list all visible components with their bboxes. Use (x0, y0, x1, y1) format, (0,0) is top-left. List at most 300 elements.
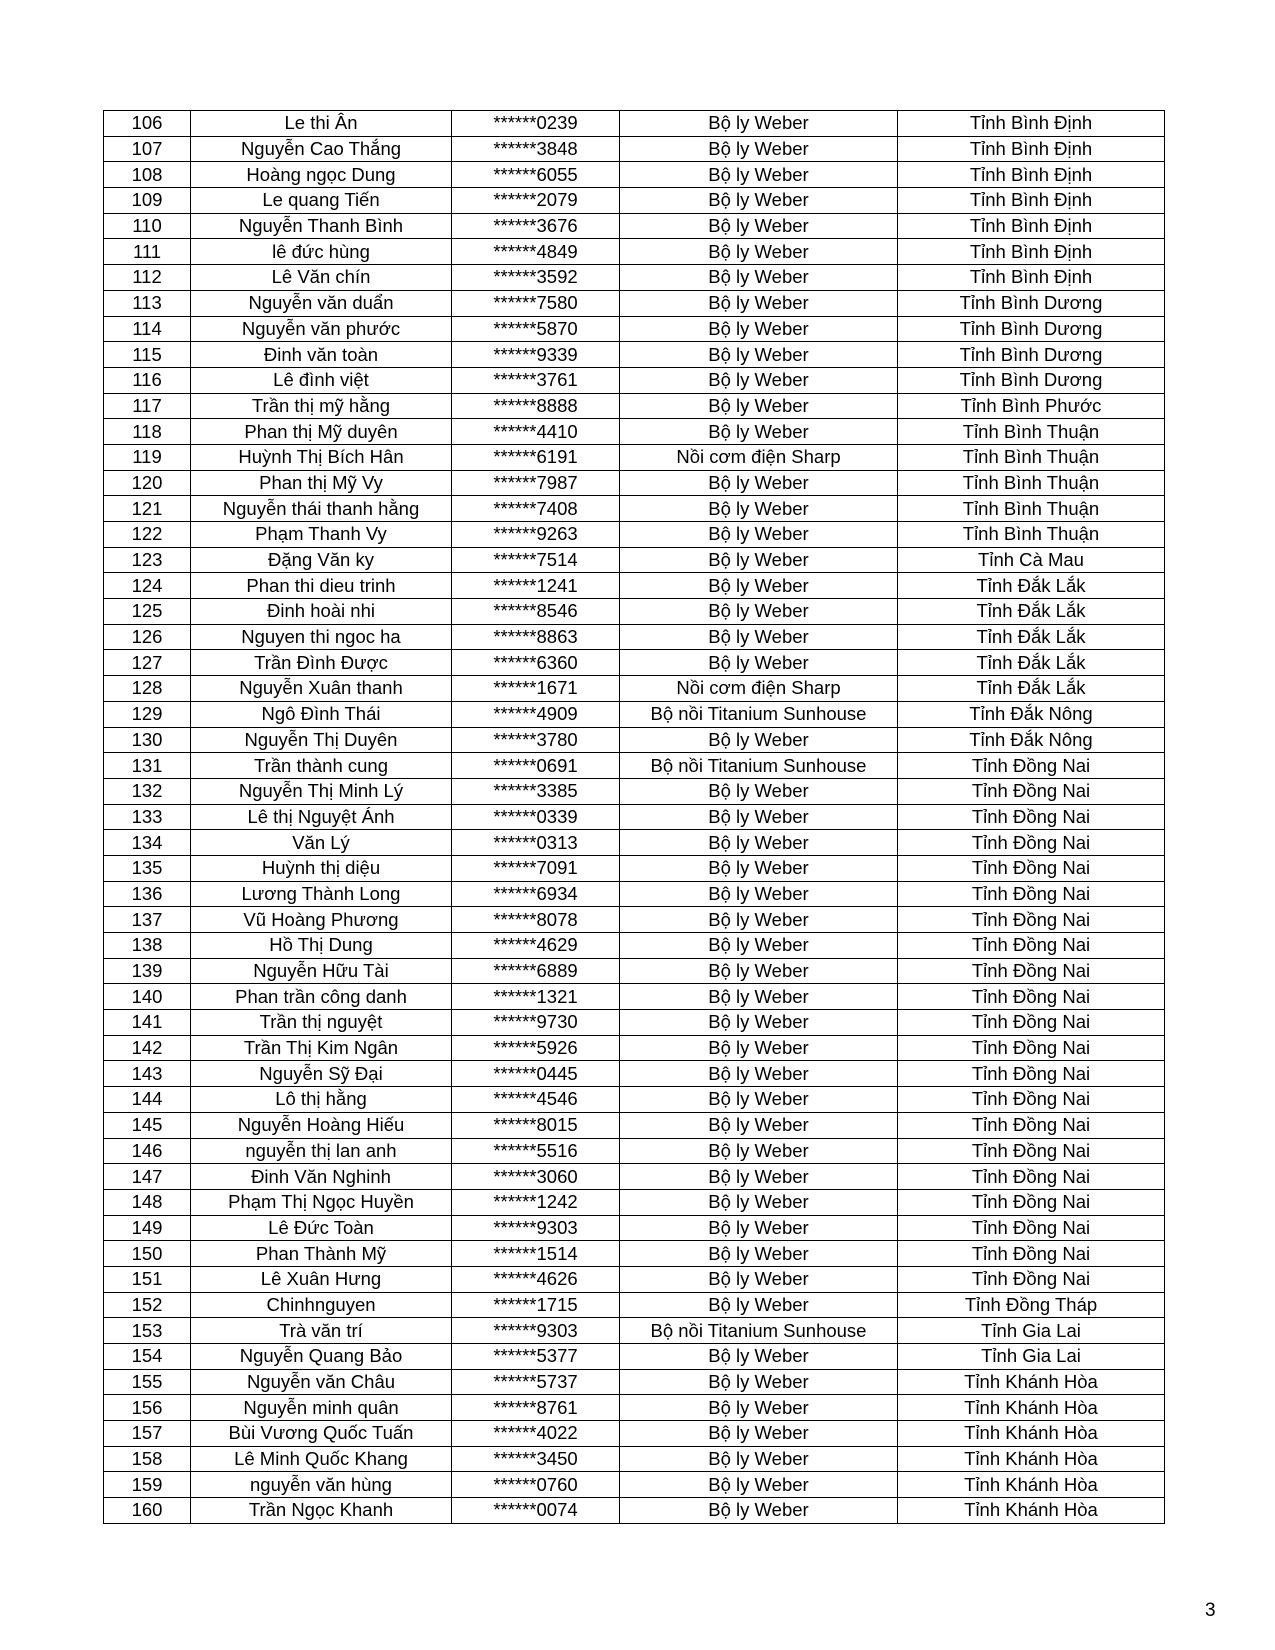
province-cell: Tỉnh Bình Dương (898, 367, 1165, 393)
phone-cell: ******3592 (452, 265, 620, 291)
name-cell: Đinh hoài nhi (191, 599, 452, 625)
row-number-cell: 145 (104, 1112, 191, 1138)
prize-cell: Nồi cơm điện Sharp (620, 444, 898, 470)
name-cell: Phạm Thị Ngọc Huyền (191, 1189, 452, 1215)
name-cell: Nguyễn văn phước (191, 316, 452, 342)
province-cell: Tỉnh Đắk Lắk (898, 650, 1165, 676)
phone-cell: ******0339 (452, 804, 620, 830)
table-row (104, 984, 1165, 1010)
name-cell: Lê thị Nguyệt Ánh (191, 804, 452, 830)
name-cell: Lê Đức Toàn (191, 1215, 452, 1241)
row-number-cell: 112 (104, 265, 191, 291)
province-cell: Tỉnh Đồng Nai (898, 1010, 1165, 1036)
province-cell: Tỉnh Đồng Nai (898, 1087, 1165, 1113)
table-row (104, 419, 1165, 445)
table-row (104, 1369, 1165, 1395)
prize-cell: Bộ ly Weber (620, 1395, 898, 1421)
prize-cell: Bộ ly Weber (620, 804, 898, 830)
row-number-cell: 155 (104, 1369, 191, 1395)
phone-cell: ******0313 (452, 830, 620, 856)
table-row (104, 804, 1165, 830)
prize-cell: Bộ nồi Titanium Sunhouse (620, 1318, 898, 1344)
phone-cell: ******3761 (452, 367, 620, 393)
province-cell: Tỉnh Bình Định (898, 111, 1165, 137)
phone-cell: ******7091 (452, 855, 620, 881)
prize-cell: Bộ ly Weber (620, 1344, 898, 1370)
row-number-cell: 118 (104, 419, 191, 445)
prize-cell: Bộ ly Weber (620, 727, 898, 753)
name-cell: Lô thị hằng (191, 1087, 452, 1113)
table-row (104, 1189, 1165, 1215)
row-number-cell: 153 (104, 1318, 191, 1344)
prize-cell: Bộ ly Weber (620, 1421, 898, 1447)
row-number-cell: 151 (104, 1266, 191, 1292)
name-cell: Phan thi dieu trinh (191, 573, 452, 599)
table-row (104, 1061, 1165, 1087)
table-row (104, 393, 1165, 419)
name-cell: Trần Ngọc Khanh (191, 1498, 452, 1524)
name-cell: Đặng Văn ky (191, 547, 452, 573)
table-row (104, 111, 1165, 137)
table-row (104, 624, 1165, 650)
province-cell: Tỉnh Đồng Nai (898, 804, 1165, 830)
prize-cell: Bộ ly Weber (620, 1241, 898, 1267)
prize-cell: Bộ ly Weber (620, 1112, 898, 1138)
phone-cell: ******5870 (452, 316, 620, 342)
name-cell: Trần Đình Được (191, 650, 452, 676)
phone-cell: ******5516 (452, 1138, 620, 1164)
phone-cell: ******9303 (452, 1318, 620, 1344)
row-number-cell: 128 (104, 676, 191, 702)
prize-cell: Bộ ly Weber (620, 213, 898, 239)
row-number-cell: 133 (104, 804, 191, 830)
row-number-cell: 147 (104, 1164, 191, 1190)
province-cell: Tỉnh Bình Thuận (898, 522, 1165, 548)
table-row (104, 1446, 1165, 1472)
name-cell: Lê Xuân Hưng (191, 1266, 452, 1292)
table-row (104, 1112, 1165, 1138)
table-row (104, 1344, 1165, 1370)
row-number-cell: 158 (104, 1446, 191, 1472)
row-number-cell: 131 (104, 753, 191, 779)
name-cell: Nguyễn Xuân thanh (191, 676, 452, 702)
page-number: 3 (1205, 1600, 1216, 1621)
phone-cell: ******0445 (452, 1061, 620, 1087)
table-row (104, 367, 1165, 393)
row-number-cell: 138 (104, 933, 191, 959)
phone-cell: ******8863 (452, 624, 620, 650)
table-row (104, 470, 1165, 496)
row-number-cell: 154 (104, 1344, 191, 1370)
province-cell: Tỉnh Bình Thuận (898, 470, 1165, 496)
province-cell: Tỉnh Đồng Nai (898, 778, 1165, 804)
prize-cell: Bộ ly Weber (620, 1292, 898, 1318)
name-cell: Phan thị Mỹ Vy (191, 470, 452, 496)
province-cell: Tỉnh Đồng Nai (898, 1215, 1165, 1241)
province-cell: Tỉnh Đồng Nai (898, 1189, 1165, 1215)
row-number-cell: 125 (104, 599, 191, 625)
table-row (104, 599, 1165, 625)
phone-cell: ******8078 (452, 907, 620, 933)
table-row (104, 778, 1165, 804)
province-cell: Tỉnh Đồng Nai (898, 958, 1165, 984)
prize-cell: Bộ ly Weber (620, 830, 898, 856)
province-cell: Tỉnh Khánh Hòa (898, 1421, 1165, 1447)
row-number-cell: 106 (104, 111, 191, 137)
name-cell: Lê đình việt (191, 367, 452, 393)
prize-cell: Bộ ly Weber (620, 1498, 898, 1524)
table-row (104, 573, 1165, 599)
prize-cell: Bộ ly Weber (620, 136, 898, 162)
table-row (104, 1395, 1165, 1421)
prize-cell: Bộ nồi Titanium Sunhouse (620, 701, 898, 727)
name-cell: Đinh Văn Nghinh (191, 1164, 452, 1190)
table-row (104, 753, 1165, 779)
phone-cell: ******1321 (452, 984, 620, 1010)
prize-cell: Bộ nồi Titanium Sunhouse (620, 753, 898, 779)
row-number-cell: 111 (104, 239, 191, 265)
province-cell: Tỉnh Khánh Hòa (898, 1446, 1165, 1472)
province-cell: Tỉnh Đồng Nai (898, 1035, 1165, 1061)
winner-table-body (104, 111, 1165, 1524)
row-number-cell: 150 (104, 1241, 191, 1267)
row-number-cell: 107 (104, 136, 191, 162)
name-cell: Nguyễn văn Châu (191, 1369, 452, 1395)
prize-cell: Bộ ly Weber (620, 855, 898, 881)
name-cell: Nguyễn thái thanh hằng (191, 496, 452, 522)
table-row (104, 188, 1165, 214)
table-row (104, 1318, 1165, 1344)
row-number-cell: 121 (104, 496, 191, 522)
row-number-cell: 140 (104, 984, 191, 1010)
phone-cell: ******7987 (452, 470, 620, 496)
name-cell: Phan trần công danh (191, 984, 452, 1010)
prize-cell: Bộ ly Weber (620, 316, 898, 342)
row-number-cell: 119 (104, 444, 191, 470)
name-cell: Nguyễn Thanh Bình (191, 213, 452, 239)
province-cell: Tỉnh Bình Dương (898, 342, 1165, 368)
prize-cell: Bộ ly Weber (620, 1010, 898, 1036)
name-cell: Huỳnh Thị Bích Hân (191, 444, 452, 470)
table-row (104, 650, 1165, 676)
prize-cell: Bộ ly Weber (620, 290, 898, 316)
row-number-cell: 149 (104, 1215, 191, 1241)
table-row (104, 1498, 1165, 1524)
province-cell: Tỉnh Đồng Nai (898, 984, 1165, 1010)
province-cell: Tỉnh Đồng Nai (898, 830, 1165, 856)
prize-cell: Bộ ly Weber (620, 111, 898, 137)
phone-cell: ******3848 (452, 136, 620, 162)
row-number-cell: 130 (104, 727, 191, 753)
table-row (104, 1164, 1165, 1190)
prize-cell: Bộ ly Weber (620, 624, 898, 650)
name-cell: Chinhnguyen (191, 1292, 452, 1318)
phone-cell: ******6889 (452, 958, 620, 984)
prize-cell: Bộ ly Weber (620, 1446, 898, 1472)
prize-cell: Bộ ly Weber (620, 547, 898, 573)
name-cell: Nguyễn Hữu Tài (191, 958, 452, 984)
row-number-cell: 144 (104, 1087, 191, 1113)
prize-cell: Bộ ly Weber (620, 496, 898, 522)
name-cell: Nguyễn Quang Bảo (191, 1344, 452, 1370)
phone-cell: ******4626 (452, 1266, 620, 1292)
row-number-cell: 109 (104, 188, 191, 214)
name-cell: Trần Thị Kim Ngân (191, 1035, 452, 1061)
row-number-cell: 122 (104, 522, 191, 548)
prize-cell: Bộ ly Weber (620, 1369, 898, 1395)
name-cell: nguyễn văn hùng (191, 1472, 452, 1498)
name-cell: Nguyễn Hoàng Hiếu (191, 1112, 452, 1138)
row-number-cell: 152 (104, 1292, 191, 1318)
phone-cell: ******5377 (452, 1344, 620, 1370)
province-cell: Tỉnh Đồng Nai (898, 753, 1165, 779)
province-cell: Tỉnh Đắk Lắk (898, 573, 1165, 599)
name-cell: Phan thị Mỹ duyên (191, 419, 452, 445)
row-number-cell: 108 (104, 162, 191, 188)
row-number-cell: 126 (104, 624, 191, 650)
prize-cell: Bộ ly Weber (620, 958, 898, 984)
prize-cell: Nồi cơm điện Sharp (620, 676, 898, 702)
phone-cell: ******7514 (452, 547, 620, 573)
phone-cell: ******0691 (452, 753, 620, 779)
province-cell: Tỉnh Đồng Nai (898, 1164, 1165, 1190)
row-number-cell: 120 (104, 470, 191, 496)
phone-cell: ******8761 (452, 1395, 620, 1421)
phone-cell: ******1514 (452, 1241, 620, 1267)
name-cell: Lương Thành Long (191, 881, 452, 907)
row-number-cell: 157 (104, 1421, 191, 1447)
row-number-cell: 156 (104, 1395, 191, 1421)
province-cell: Tỉnh Đồng Nai (898, 1112, 1165, 1138)
winner-table (103, 110, 1165, 1524)
row-number-cell: 117 (104, 393, 191, 419)
table-row (104, 1421, 1165, 1447)
row-number-cell: 136 (104, 881, 191, 907)
table-row (104, 1035, 1165, 1061)
province-cell: Tỉnh Khánh Hòa (898, 1498, 1165, 1524)
phone-cell: ******9263 (452, 522, 620, 548)
name-cell: Nguyễn Thị Duyên (191, 727, 452, 753)
table-row (104, 316, 1165, 342)
table-row (104, 547, 1165, 573)
phone-cell: ******4022 (452, 1421, 620, 1447)
table-row (104, 290, 1165, 316)
name-cell: Đinh văn toàn (191, 342, 452, 368)
prize-cell: Bộ ly Weber (620, 1472, 898, 1498)
row-number-cell: 132 (104, 778, 191, 804)
table-row (104, 1266, 1165, 1292)
province-cell: Tỉnh Bình Thuận (898, 419, 1165, 445)
prize-cell: Bộ ly Weber (620, 470, 898, 496)
phone-cell: ******0760 (452, 1472, 620, 1498)
row-number-cell: 139 (104, 958, 191, 984)
name-cell: Nguyễn Cao Thắng (191, 136, 452, 162)
province-cell: Tỉnh Đắk Nông (898, 701, 1165, 727)
province-cell: Tỉnh Bình Định (898, 239, 1165, 265)
table-row (104, 213, 1165, 239)
table-row (104, 342, 1165, 368)
row-number-cell: 129 (104, 701, 191, 727)
province-cell: Tỉnh Đồng Nai (898, 1138, 1165, 1164)
province-cell: Tỉnh Đồng Nai (898, 881, 1165, 907)
name-cell: Nguyễn Sỹ Đại (191, 1061, 452, 1087)
table-row (104, 907, 1165, 933)
prize-cell: Bộ ly Weber (620, 393, 898, 419)
phone-cell: ******7408 (452, 496, 620, 522)
prize-cell: Bộ ly Weber (620, 367, 898, 393)
province-cell: Tỉnh Cà Mau (898, 547, 1165, 573)
phone-cell: ******6055 (452, 162, 620, 188)
row-number-cell: 137 (104, 907, 191, 933)
row-number-cell: 124 (104, 573, 191, 599)
row-number-cell: 143 (104, 1061, 191, 1087)
phone-cell: ******4909 (452, 701, 620, 727)
prize-cell: Bộ ly Weber (620, 1035, 898, 1061)
province-cell: Tỉnh Khánh Hòa (898, 1369, 1165, 1395)
row-number-cell: 160 (104, 1498, 191, 1524)
phone-cell: ******3385 (452, 778, 620, 804)
prize-cell: Bộ ly Weber (620, 984, 898, 1010)
table-row (104, 1087, 1165, 1113)
prize-cell: Bộ ly Weber (620, 778, 898, 804)
prize-cell: Bộ ly Weber (620, 162, 898, 188)
name-cell: Hoàng ngọc Dung (191, 162, 452, 188)
name-cell: nguyễn thị lan anh (191, 1138, 452, 1164)
phone-cell: ******8015 (452, 1112, 620, 1138)
phone-cell: ******3060 (452, 1164, 620, 1190)
phone-cell: ******1242 (452, 1189, 620, 1215)
name-cell: Trần thị nguyệt (191, 1010, 452, 1036)
phone-cell: ******3780 (452, 727, 620, 753)
prize-cell: Bộ ly Weber (620, 907, 898, 933)
prize-cell: Bộ ly Weber (620, 1087, 898, 1113)
phone-cell: ******1715 (452, 1292, 620, 1318)
table-row (104, 136, 1165, 162)
phone-cell: ******8546 (452, 599, 620, 625)
province-cell: Tỉnh Đắk Lắk (898, 624, 1165, 650)
phone-cell: ******3676 (452, 213, 620, 239)
province-cell: Tỉnh Bình Định (898, 213, 1165, 239)
phone-cell: ******3450 (452, 1446, 620, 1472)
table-row (104, 1292, 1165, 1318)
name-cell: Văn Lý (191, 830, 452, 856)
province-cell: Tỉnh Bình Định (898, 136, 1165, 162)
phone-cell: ******2079 (452, 188, 620, 214)
name-cell: Huỳnh thị diệu (191, 855, 452, 881)
prize-cell: Bộ ly Weber (620, 1215, 898, 1241)
province-cell: Tỉnh Đắk Lắk (898, 599, 1165, 625)
row-number-cell: 159 (104, 1472, 191, 1498)
phone-cell: ******6934 (452, 881, 620, 907)
province-cell: Tỉnh Bình Định (898, 188, 1165, 214)
name-cell: Phan Thành Mỹ (191, 1241, 452, 1267)
phone-cell: ******6191 (452, 444, 620, 470)
prize-cell: Bộ ly Weber (620, 188, 898, 214)
province-cell: Tỉnh Bình Phước (898, 393, 1165, 419)
province-cell: Tỉnh Bình Thuận (898, 496, 1165, 522)
table-row (104, 1241, 1165, 1267)
phone-cell: ******6360 (452, 650, 620, 676)
name-cell: Nguyễn Thị Minh Lý (191, 778, 452, 804)
name-cell: Hồ Thị Dung (191, 933, 452, 959)
row-number-cell: 148 (104, 1189, 191, 1215)
name-cell: Trần thành cung (191, 753, 452, 779)
name-cell: Vũ Hoàng Phương (191, 907, 452, 933)
province-cell: Tỉnh Đồng Nai (898, 933, 1165, 959)
province-cell: Tỉnh Đồng Nai (898, 1241, 1165, 1267)
province-cell: Tỉnh Khánh Hòa (898, 1472, 1165, 1498)
prize-cell: Bộ ly Weber (620, 419, 898, 445)
province-cell: Tỉnh Bình Định (898, 265, 1165, 291)
phone-cell: ******5926 (452, 1035, 620, 1061)
province-cell: Tỉnh Đồng Tháp (898, 1292, 1165, 1318)
prize-cell: Bộ ly Weber (620, 342, 898, 368)
name-cell: Lê Văn chín (191, 265, 452, 291)
row-number-cell: 115 (104, 342, 191, 368)
name-cell: Nguyen thi ngoc ha (191, 624, 452, 650)
table-row (104, 881, 1165, 907)
phone-cell: ******7580 (452, 290, 620, 316)
province-cell: Tỉnh Đồng Nai (898, 907, 1165, 933)
prize-cell: Bộ ly Weber (620, 522, 898, 548)
name-cell: Lê Minh Quốc Khang (191, 1446, 452, 1472)
row-number-cell: 127 (104, 650, 191, 676)
name-cell: Ngô Đình Thái (191, 701, 452, 727)
name-cell: lê đức hùng (191, 239, 452, 265)
province-cell: Tỉnh Bình Thuận (898, 444, 1165, 470)
prize-cell: Bộ ly Weber (620, 1189, 898, 1215)
prize-cell: Bộ ly Weber (620, 933, 898, 959)
name-cell: Le thi Ân (191, 111, 452, 137)
prize-cell: Bộ ly Weber (620, 265, 898, 291)
name-cell: Trần thị mỹ hằng (191, 393, 452, 419)
phone-cell: ******4410 (452, 419, 620, 445)
name-cell: Le quang Tiến (191, 188, 452, 214)
table-row (104, 1215, 1165, 1241)
name-cell: Bùi Vương Quốc Tuấn (191, 1421, 452, 1447)
row-number-cell: 123 (104, 547, 191, 573)
table-row (104, 701, 1165, 727)
row-number-cell: 142 (104, 1035, 191, 1061)
prize-cell: Bộ ly Weber (620, 881, 898, 907)
table-row (104, 958, 1165, 984)
prize-cell: Bộ ly Weber (620, 1061, 898, 1087)
prize-cell: Bộ ly Weber (620, 1164, 898, 1190)
province-cell: Tỉnh Đắk Nông (898, 727, 1165, 753)
row-number-cell: 116 (104, 367, 191, 393)
province-cell: Tỉnh Bình Dương (898, 290, 1165, 316)
phone-cell: ******9339 (452, 342, 620, 368)
table-row (104, 1472, 1165, 1498)
table-row (104, 676, 1165, 702)
name-cell: Trà văn trí (191, 1318, 452, 1344)
phone-cell: ******9730 (452, 1010, 620, 1036)
province-cell: Tỉnh Bình Định (898, 162, 1165, 188)
table-row (104, 162, 1165, 188)
name-cell: Nguyễn văn duẩn (191, 290, 452, 316)
row-number-cell: 134 (104, 830, 191, 856)
table-row (104, 444, 1165, 470)
table-row (104, 239, 1165, 265)
prize-cell: Bộ ly Weber (620, 239, 898, 265)
phone-cell: ******5737 (452, 1369, 620, 1395)
row-number-cell: 141 (104, 1010, 191, 1036)
phone-cell: ******9303 (452, 1215, 620, 1241)
phone-cell: ******8888 (452, 393, 620, 419)
table-row (104, 727, 1165, 753)
province-cell: Tỉnh Đồng Nai (898, 1061, 1165, 1087)
table-row (104, 265, 1165, 291)
